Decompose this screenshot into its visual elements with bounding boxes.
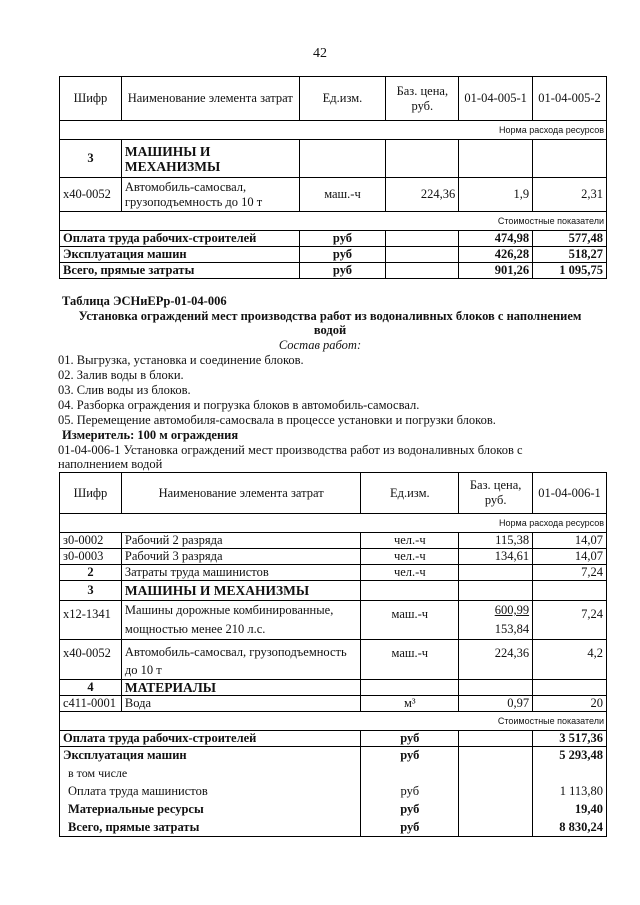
table-title-line-2: водой [313,323,347,337]
header-name: Наименование элемента затрат [121,473,361,514]
row-unit: маш.-ч [361,640,459,680]
total-value: 19,40 [533,801,607,819]
header-name: Наименование элемента затрат [121,77,299,121]
work-item: 02. Залив воды в блоки. [58,368,184,382]
row-unit: м³ [361,696,459,712]
total-unit: руб [299,247,386,263]
total-row [60,731,607,747]
row-name: Рабочий 3 разряда [121,549,361,565]
row-name: Вода [121,696,361,712]
total-row [60,231,607,247]
table-id: Таблица ЭСНиЕРр-01-04-006 [62,294,227,308]
total-value: 8 830,24 [533,819,607,837]
row-value: 14,07 [533,533,607,549]
row-value-2: 2,31 [533,178,607,212]
total-unit: руб [361,819,459,837]
total-name: Эксплуатация машин [60,247,300,263]
norm-note: Норма расхода ресурсов [60,514,607,533]
work-item: 05. Перемещение автомобиля-самосвала в процессе установки и погрузки блоков. [58,413,496,427]
cost-note: Стоимостные показатели [60,212,607,231]
total-name: Оплата труда машинистов [60,783,361,801]
work-item: 04. Разборка ограждения и погрузка блоков в автомобиль-самосвал. [58,398,420,412]
resource-table-006 [59,472,607,837]
row-price: 115,38 [459,533,533,549]
total-value-2: 1 095,75 [533,263,607,279]
table-row [60,696,607,712]
total-unit: руб [361,731,459,747]
row-value: 7,24 [533,565,607,581]
table-row [60,178,607,212]
row-code: 2 [60,565,122,581]
header-price: Баз. цена, руб. [459,473,533,514]
header-code-1: 01-04-005-1 [459,77,533,121]
row-price: 600,99 [494,603,530,617]
total-name: в том числе [60,765,361,783]
total-row [60,747,607,765]
row-price: 0,97 [459,696,533,712]
total-row [60,801,607,819]
row-value: 4,2 [533,640,607,680]
row-name: Затраты труда машинистов [121,565,361,581]
row-name: Автомобиль-самосвал, грузоподъемность [124,645,347,659]
row-price-2: 153,84 [494,622,530,636]
header-price: Баз. цена, руб. [386,77,459,121]
table-row [60,601,607,640]
header-unit: Ед.изм. [299,77,386,121]
row-unit: маш.-ч [299,178,386,212]
table-row [60,565,607,581]
total-row [60,247,607,263]
row-unit: чел.-ч [361,565,459,581]
header-code: Шифр [60,77,122,121]
row-value: 20 [533,696,607,712]
table-header-row [60,473,607,514]
page-number: 42 [313,46,327,61]
section-number: 3 [60,581,122,601]
row-name: Автомобиль-самосвал, грузоподъемность до 10 т [121,178,299,212]
total-unit: руб [361,747,459,765]
total-name: Оплата труда рабочих-строителей [60,231,300,247]
table-header-row [60,77,607,121]
total-value-2: 577,48 [533,231,607,247]
total-value-1: 474,98 [459,231,533,247]
section-title: МАШИНЫ И МЕХАНИЗМЫ [121,140,299,178]
row-code: с411-0001 [60,696,122,712]
total-value: 1 113,80 [533,783,607,801]
total-row [60,765,607,783]
section-title: МАШИНЫ И МЕХАНИЗМЫ [121,581,361,601]
row-unit: чел.-ч [361,533,459,549]
row-code: з0-0003 [60,549,122,565]
total-value-1: 426,28 [459,247,533,263]
description-line-1: 01-04-006-1 Установка ограждений мест производства работ из водоналивных блоков с [58,443,523,457]
row-value: 7,24 [533,601,607,640]
section-number: 4 [60,680,122,696]
total-unit: руб [361,783,459,801]
description-line-2: наполнением водой [58,457,163,471]
total-row [60,783,607,801]
row-price: 224,36 [386,178,459,212]
row-unit: чел.-ч [361,549,459,565]
header-code: Шифр [60,473,122,514]
row-price: 224,36 [459,640,533,680]
total-name: Материальные ресурсы [60,801,361,819]
row-name: Машины дорожные комбинированные, [124,603,334,617]
total-row [60,263,607,279]
work-item: 03. Слив воды из блоков. [58,383,191,397]
total-name: Всего, прямые затраты [60,819,361,837]
header-code-1: 01-04-006-1 [533,473,607,514]
header-unit: Ед.изм. [361,473,459,514]
total-name: Оплата труда рабочих-строителей [60,731,361,747]
works-label: Состав работ: [278,338,362,352]
header-code-2: 01-04-005-2 [533,77,607,121]
row-name-cont: мощностью менее 210 л.с. [124,622,266,636]
total-name: Эксплуатация машин [60,747,361,765]
row-value-1: 1,9 [459,178,533,212]
table-title-line-1: Установка ограждений мест производства работ из водоналивных блоков с наполнением [78,309,582,323]
row-name-cont: до 10 т [124,663,162,677]
total-row [60,819,607,837]
row-code: х40-0052 [60,178,122,212]
table-row [60,549,607,565]
total-unit: руб [299,263,386,279]
row-name: Рабочий 2 разряда [121,533,361,549]
cost-note: Стоимостные показатели [60,712,607,731]
resource-table-005 [59,76,607,279]
total-value-1: 901,26 [459,263,533,279]
total-name: Всего, прямые затраты [60,263,300,279]
row-code: з0-0002 [60,533,122,549]
row-code: х40-0052 [60,640,122,680]
total-unit: руб [299,231,386,247]
total-unit: руб [361,801,459,819]
section-title: МАТЕРИАЛЫ [121,680,361,696]
row-code: х12-1341 [60,601,122,640]
work-item: 01. Выгрузка, установка и соединение блоков. [58,353,304,367]
table-row [60,533,607,549]
total-value: 3 517,36 [533,731,607,747]
norm-note: Норма расхода ресурсов [60,121,607,140]
table-row [60,640,607,680]
total-value: 5 293,48 [533,747,607,765]
row-price: 134,61 [459,549,533,565]
row-value: 14,07 [533,549,607,565]
meter: Измеритель: 100 м ограждения [62,428,239,442]
row-unit: маш.-ч [361,601,459,640]
section-number: 3 [60,140,122,178]
total-value-2: 518,27 [533,247,607,263]
